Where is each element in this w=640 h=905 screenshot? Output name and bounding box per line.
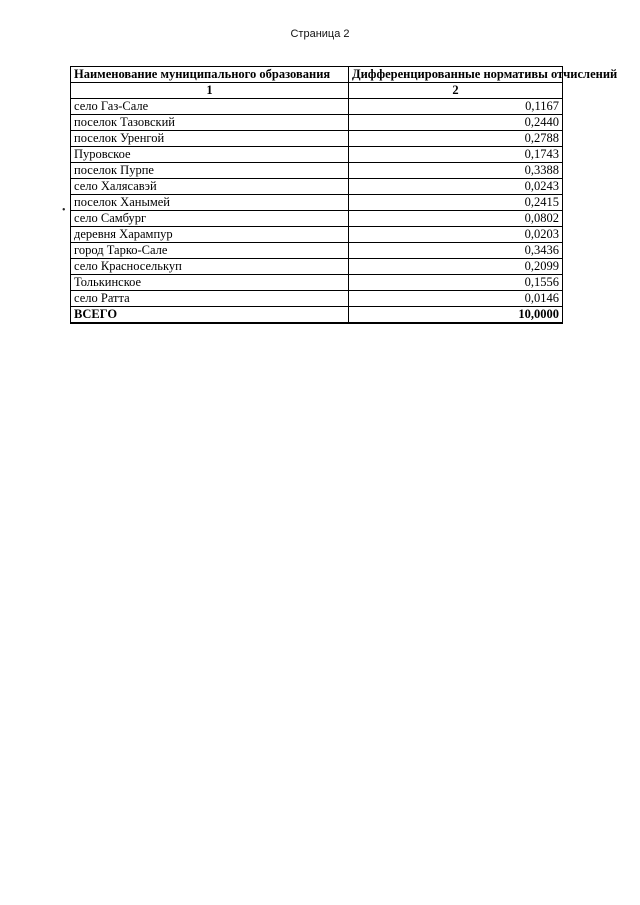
allocation-table	[70, 66, 618, 324]
municipality-name: село Красноселькуп	[71, 259, 349, 275]
table-row	[71, 243, 563, 259]
page-header: Страница 2	[290, 28, 350, 40]
total-value: 10,0000	[349, 307, 563, 324]
municipality-name: Пуровское	[71, 147, 349, 163]
norm-value: 0,0243	[349, 179, 563, 195]
municipality-name: поселок Уренгой	[71, 131, 349, 147]
norm-value: 0,3388	[349, 163, 563, 179]
total-label: ВСЕГО	[71, 307, 349, 324]
municipality-name: город Тарко-Сале	[71, 243, 349, 259]
norm-value: 0,0203	[349, 227, 563, 243]
municipality-name: поселок Тазовский	[71, 115, 349, 131]
norm-value: 0,1556	[349, 275, 563, 291]
municipality-name: село Ратта	[71, 291, 349, 307]
norm-value: 0,3436	[349, 243, 563, 259]
table-row	[71, 147, 563, 163]
municipality-name: село Газ-Сале	[71, 99, 349, 115]
municipality-name: Толькинское	[71, 275, 349, 291]
table-header-row	[71, 67, 563, 83]
norm-value: 0,0802	[349, 211, 563, 227]
header-norms: Дифференцированные нормативы отчислений	[349, 67, 563, 83]
table-row	[71, 115, 563, 131]
norm-value: 0,2788	[349, 131, 563, 147]
table-row	[71, 163, 563, 179]
municipality-name: село Халясавэй	[71, 179, 349, 195]
norm-value: 0,1743	[349, 147, 563, 163]
table-row	[71, 259, 563, 275]
municipality-name: поселок Пурпе	[71, 163, 349, 179]
municipality-name: село Самбург	[71, 211, 349, 227]
column-number-2: 2	[349, 83, 563, 99]
column-number-row	[71, 83, 563, 99]
norm-value: 0,2440	[349, 115, 563, 131]
table-row	[71, 227, 563, 243]
norm-value: 0,2099	[349, 259, 563, 275]
table-row	[71, 99, 563, 115]
table-row	[71, 275, 563, 291]
total-row	[71, 307, 563, 324]
table-row	[71, 211, 563, 227]
column-number-1: 1	[71, 83, 349, 99]
norm-value: 0,0146	[349, 291, 563, 307]
norm-value: 0,2415	[349, 195, 563, 211]
table-row	[71, 195, 563, 211]
table-row	[71, 131, 563, 147]
stray-mark: •	[62, 205, 66, 216]
header-municipality: Наименование муниципального образования	[71, 67, 349, 83]
municipality-name: деревня Харампур	[71, 227, 349, 243]
table-row	[71, 179, 563, 195]
table-row	[71, 291, 563, 307]
norm-value: 0,1167	[349, 99, 563, 115]
municipality-name: поселок Ханымей	[71, 195, 349, 211]
